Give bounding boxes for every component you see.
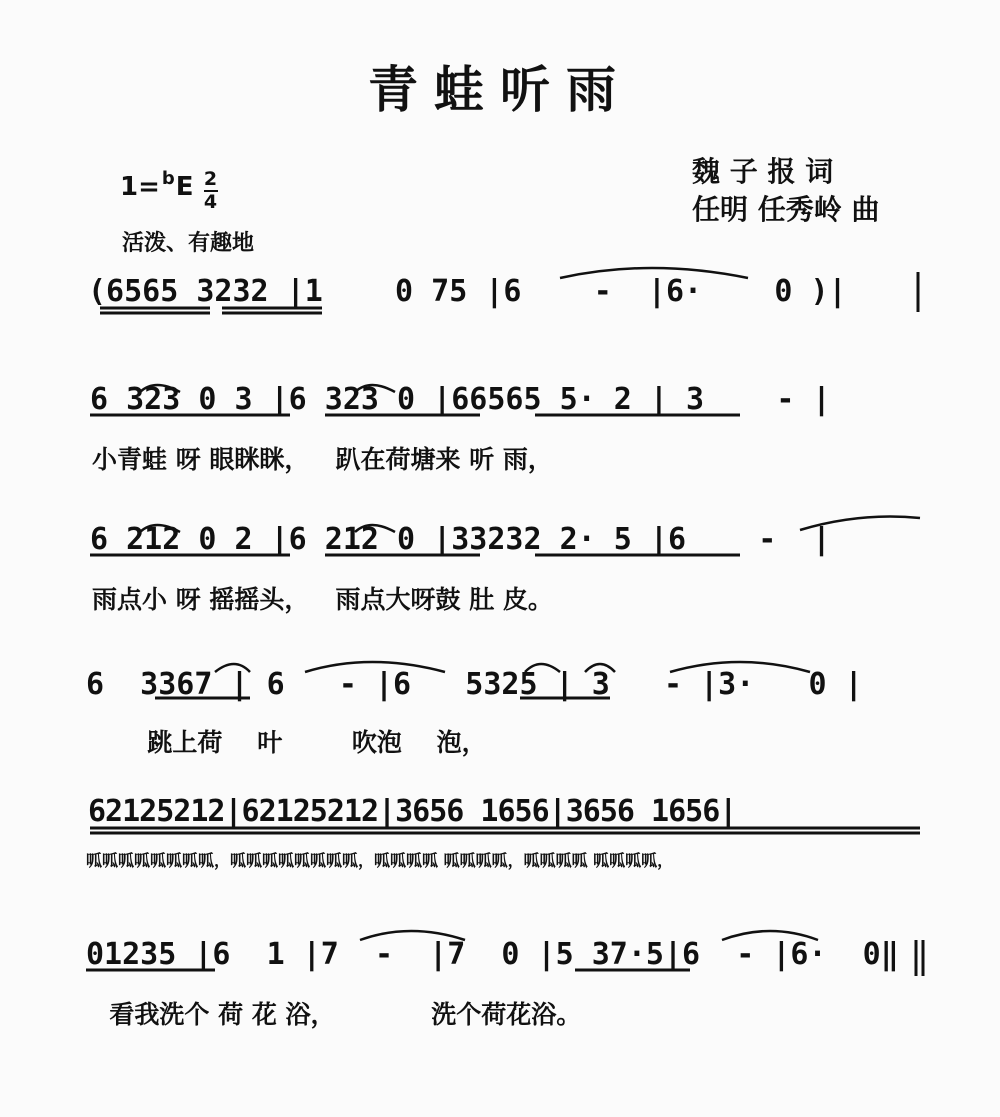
lyricist-credit: 魏 子 报 词 (692, 155, 834, 188)
notation-line: 01235 |6 1 |7 - |7 0 |5 37·5|6 - |6· 0‖ (86, 937, 899, 972)
meter-bottom: 4 (203, 191, 218, 213)
lyric-line: 雨点小 呀 摇摇头， 雨点大呀鼓 肚 皮。 (92, 585, 553, 614)
notation-line: 62125212|62125212|3656 1656|3656 1656| (88, 794, 737, 829)
song-title: 青蛙听雨 (368, 60, 632, 119)
flat-sign: b (161, 168, 175, 189)
notation-line: 6 3367 | 6 - |6 5325 | 3 - |3· 0 | (86, 667, 863, 702)
meter-top: 2 (203, 168, 218, 190)
time-signature (204, 170, 218, 212)
key-tonic: E (175, 172, 194, 202)
notation-line: 6 212 0 2 |6 212 0 |33232 2· 5 |6 - | (90, 522, 831, 557)
notation-line: (6565 3232 |1 0 75 |6 - |6· 0 )| (88, 274, 847, 309)
key-prefix: 1= (120, 172, 160, 202)
notation-line: 6 323 0 3 |6 323 0 |66565 5· 2 | 3 - | (90, 382, 831, 417)
composer-credit: 任明 任秀岭 曲 (692, 193, 880, 226)
lyric-line: 看我洗个 荷 花 浴， 洗个荷花浴。 (92, 1000, 582, 1029)
tempo-marking: 活泼、有趣地 (122, 231, 255, 256)
lyric-line: 跳上荷 叶 吹泡 泡， (130, 728, 487, 757)
lyric-line: 呱呱呱呱呱呱呱呱，呱呱呱呱呱呱呱呱，呱呱呱呱 呱呱呱呱，呱呱呱呱 呱呱呱呱， (86, 851, 674, 870)
lyric-line: 小青蛙 呀 眼眯眯， 趴在荷塘来 听 雨， (92, 445, 553, 474)
key-signature (120, 168, 218, 213)
